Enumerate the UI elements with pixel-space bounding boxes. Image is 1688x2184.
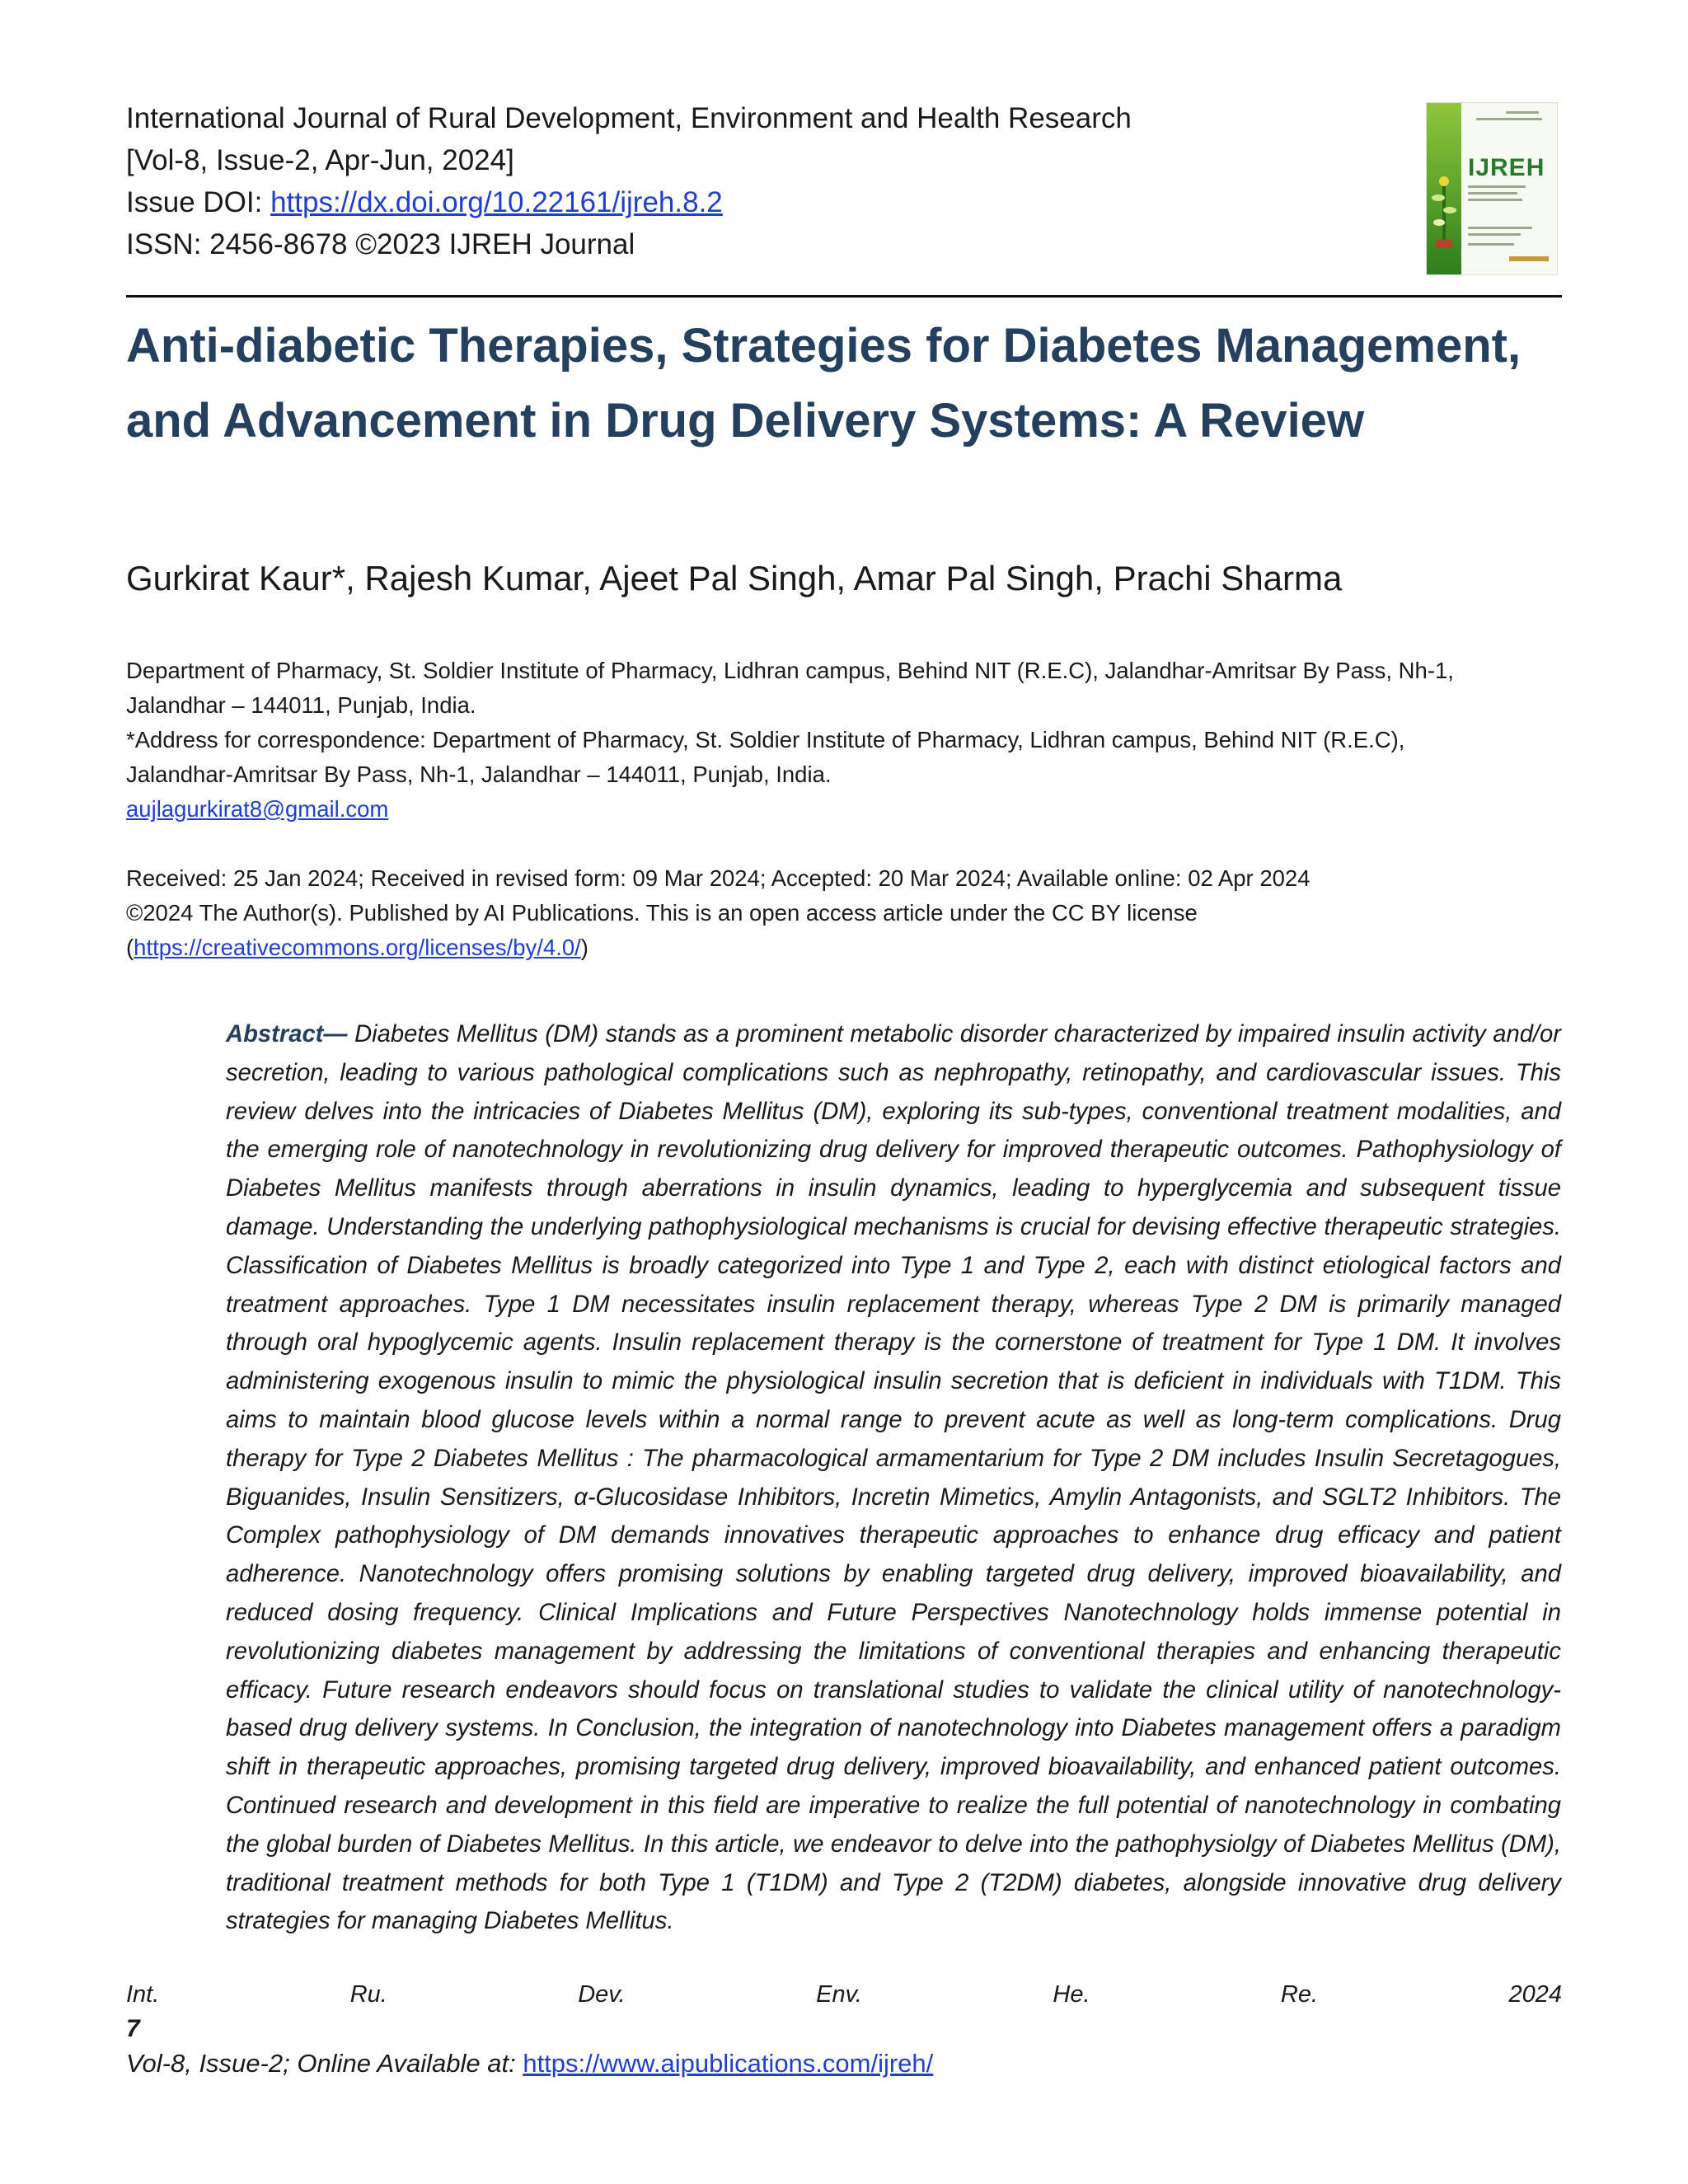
footer-abbr-word: Int. [126, 1981, 160, 2008]
paren-close: ) [580, 935, 588, 960]
license-statement: ©2024 The Author(s). Published by AI Publications. This is an open access article under the CC BY license [126, 900, 1198, 926]
footer-abbr-word: Re. [1280, 1981, 1319, 2008]
cover-logo-text: IJREH [1468, 154, 1545, 181]
issue-doi [126, 181, 1362, 223]
cover-decoration [1468, 185, 1526, 188]
footer-journal-abbr [126, 1978, 1562, 2011]
journal-cover-image [1426, 102, 1558, 275]
footer-abbr-word: He. [1053, 1981, 1090, 2008]
issn: ISSN: 2456-8678 ©2023 IJREH Journal [126, 228, 635, 260]
journal-website-link[interactable]: https://www.aipublications.com/ijreh/ [523, 2049, 934, 2078]
cover-decoration [1468, 199, 1522, 201]
cover-decoration [1468, 233, 1521, 236]
cover-decoration [1476, 118, 1542, 120]
page-number: 7 [126, 2015, 140, 2042]
abstract-text: Diabetes Mellitus (DM) stands as a prominent metabolic disorder characterized by impaired insulin activity and/or secretion, leading to various pathological complications such as nephropathy, retinopathy, and cardiovascular issues. This review delves into the intricacies of Diabetes Mellitus (DM), exploring its sub-types, conventional treatment modalities, and the emerging role of nanotechnology in revolutionizing drug delivery for improved therapeutic outcomes. Pathophysiology of Diabetes Mellitus manifests through aberrations in insulin dynamics, leading to hyperglycemia and subsequent tissue damage. Understanding the underlying pathophysiological mechanisms is crucial for devising effective therapeutic strategies. Classification of Diabetes Mellitus is broadly categorized into Type 1 and Type 2, each with distinct etiological factors and treatment approaches. Type 1 DM necessitates insulin replacement therapy, whereas Type 2 DM is primarily managed through oral hypoglycemic agents. Insulin replacement therapy is the cornerstone of treatment for Type 1 DM. It involves administering exogenous insulin to mimic the physiological insulin secretion that is deficient in individuals with T1DM. This aims to maintain blood glucose levels within a normal range to prevent acute as well as long-term complications. Drug therapy for Type 2 Diabetes Mellitus : The pharmacological armamentarium for Type 2 DM includes Insulin Secretagogues, Biguanides, Insulin Sensitizers, α-Glucosidase Inhibitors, Incretin Mimetics, Amylin Antagonists, and SGLT2 Inhibitors. The Complex pathophysiology of DM demands innovatives therapeutic approaches to enhance drug efficacy and patient adherence. Nanotechnology offers promising solutions by enabling targeted drug delivery, improved bioavailability, and reduced dosing frequency. Clinical Implications and Future Perspectives Nanotechnology holds immense potential in revolutionizing diabetes management by addressing the limitations of conventional therapies and enhancing therapeutic efficacy. Future research endeavors should focus on translational studies to validate the clinical utility of nanotechnology-based drug delivery systems. In Conclusion, the integration of nanotechnology into Diabetes management offers a paradigm shift in therapeutic approaches, promising targeted drug delivery, improved bioavailability, and enhanced patient outcomes. Continued research and development in this field are imperative to realize the full potential of nanotechnology in combating the global burden of Diabetes Mellitus. In this article, we endeavor to delve into the pathophysiolgy of Diabetes Mellitus (DM), traditional treatment methods for both Type 1 (T1DM) and Type 2 (T2DM) diabetes, alongside innovative drug delivery strategies for managing Diabetes Mellitus. [226, 1021, 1561, 1935]
paren-open: ( [126, 935, 134, 960]
author-list: Gurkirat Kaur*, Rajesh Kumar, Ajeet Pal Singh, Amar Pal Singh, Prachi Sharma [126, 559, 1343, 598]
correspondence-line: *Address for correspondence: Department of Pharmacy, St. Soldier Institute of Pharmacy, Lidhran campus, Behind NIT (R.E.C), [126, 727, 1405, 752]
cover-decoration [1468, 192, 1517, 194]
plant-icon [1432, 152, 1456, 251]
publication-history [126, 861, 1564, 965]
abstract [226, 1015, 1561, 1941]
header-divider [126, 295, 1562, 298]
cover-decoration [1506, 111, 1539, 114]
footer-abbr-word: Ru. [349, 1981, 387, 2008]
date-history: Received: 25 Jan 2024; Received in revised form: 09 Mar 2024; Accepted: 20 Mar 2024; Available online: 02 Apr 2024 [126, 865, 1311, 891]
license-url-line [126, 930, 1564, 965]
cover-decoration [1468, 227, 1532, 229]
volume-issue: [Vol-8, Issue-2, Apr-Jun, 2024] [126, 144, 514, 176]
article-title: Anti-diabetic Therapies, Strategies for Diabetes Management, and Advancement in Drug Delivery Systems: A Review [126, 319, 1522, 448]
abstract-label: Abstract— [226, 1021, 348, 1047]
license-link[interactable]: https://creativecommons.org/licenses/by/4.0/ [134, 935, 581, 960]
footer-abbr-word: Env. [816, 1981, 862, 2008]
journal-name: International Journal of Rural Development, Environment and Health Research [126, 102, 1132, 134]
footer-online [126, 2046, 933, 2081]
correspondence-line: Jalandhar-Amritsar By Pass, Nh-1, Jalandhar – 144011, Punjab, India. [126, 762, 832, 787]
affiliation-block [126, 654, 1564, 827]
cover-decoration [1468, 243, 1514, 246]
journal-header [126, 97, 1362, 265]
footer-abbr-word: Dev. [578, 1981, 626, 2008]
author-email-link[interactable]: aujlagurkirat8@gmail.com [126, 796, 389, 822]
doi-label: Issue DOI: [126, 186, 271, 218]
affiliation-line: Jalandhar – 144011, Punjab, India. [126, 692, 476, 718]
cover-publisher-mark [1509, 256, 1549, 261]
footer-online-label: Vol-8, Issue-2; Online Available at: [126, 2049, 523, 2078]
footer-year: 2024 [1508, 1981, 1562, 2008]
affiliation-line: Department of Pharmacy, St. Soldier Institute of Pharmacy, Lidhran campus, Behind NIT (R.E.C), Jalandhar-Amritsar By Pass, Nh-1, [126, 658, 1454, 683]
doi-link[interactable]: https://dx.doi.org/10.22161/ijreh.8.2 [270, 186, 723, 218]
